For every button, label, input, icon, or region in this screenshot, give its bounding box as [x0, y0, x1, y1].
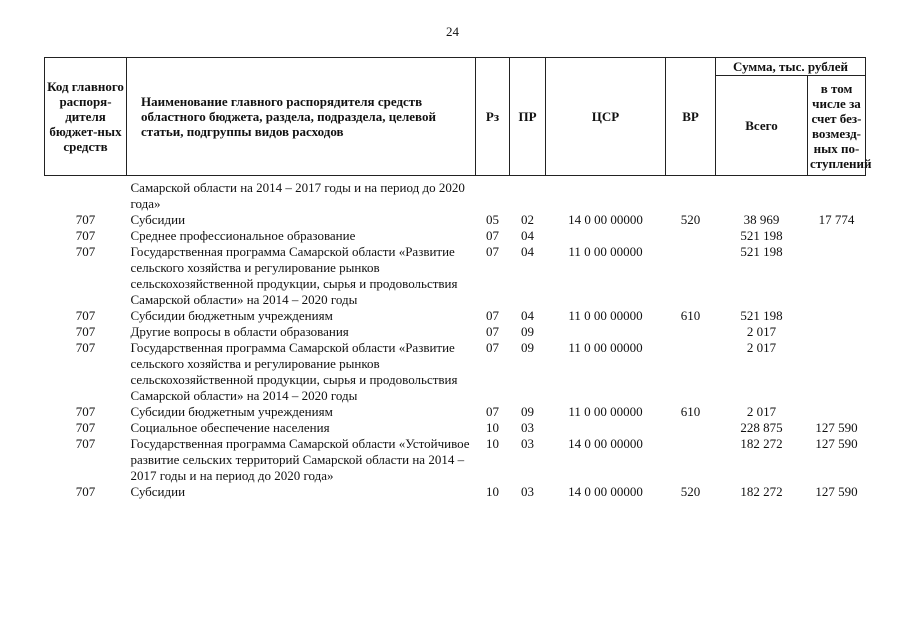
row-pr: 09 — [521, 340, 534, 355]
row-rz: 07 — [486, 228, 499, 243]
row-free — [808, 324, 866, 340]
row-name: Другие вопросы в области образования — [130, 324, 349, 339]
row-vr — [666, 324, 716, 340]
row-pr: 09 — [521, 404, 534, 419]
table-row — [45, 404, 866, 420]
row-code: 707 — [75, 212, 96, 227]
row-free — [808, 244, 866, 308]
budget-table — [44, 57, 872, 500]
row-csr — [546, 420, 666, 436]
row-rz: 07 — [486, 308, 499, 323]
header-sum: Сумма, тыс. рублей — [716, 58, 866, 76]
row-code: 707 — [75, 244, 96, 259]
row-pr: 09 — [521, 324, 534, 339]
row-rz: 10 — [486, 420, 499, 435]
row-pr: 03 — [521, 436, 534, 451]
row-total: 521 198 — [740, 244, 783, 259]
row-name: Среднее профессиональное образование — [130, 228, 356, 243]
row-vr — [666, 176, 716, 213]
row-total: 521 198 — [740, 308, 783, 323]
row-code: 707 — [75, 436, 96, 451]
table-row — [45, 244, 866, 308]
row-code: 707 — [75, 340, 96, 355]
row-vr: 610 — [680, 404, 701, 419]
row-rz: 07 — [486, 340, 499, 355]
row-total: 2 017 — [746, 340, 777, 355]
row-rz: 05 — [486, 212, 499, 227]
row-total: 228 875 — [740, 420, 783, 435]
row-csr: 11 0 00 00000 — [568, 244, 643, 259]
table-body — [45, 176, 866, 501]
table-row — [45, 420, 866, 436]
row-code: 707 — [75, 484, 96, 499]
row-code — [45, 176, 127, 213]
row-csr: 11 0 00 00000 — [568, 340, 643, 355]
row-rz: 07 — [486, 404, 499, 419]
row-total: 2 017 — [746, 404, 777, 419]
row-name: Субсидии — [130, 212, 186, 227]
row-free — [808, 340, 866, 404]
row-free: 127 590 — [815, 420, 858, 435]
row-pr: 03 — [521, 484, 534, 499]
row-pr: 02 — [521, 212, 534, 227]
row-name: Субсидии бюджетным учреждениям — [130, 404, 333, 419]
row-name: Государственная программа Самарской области «Развитие сельского хозяйства и регулирование рынков сельскохозяйственной продукции, сырья и продовольствия Самарской области» на 2014 – 2020 годы — [130, 340, 458, 403]
table-row — [45, 484, 866, 500]
row-free — [808, 176, 866, 213]
row-csr: 11 0 00 00000 — [568, 308, 643, 323]
row-pr: 03 — [521, 420, 534, 435]
header-name: Наименование главного распорядителя средств областного бюджета, раздела, подраздела, целевой статьи, подгруппы видов расходов — [127, 58, 476, 176]
row-free — [808, 228, 866, 244]
row-name: Государственная программа Самарской области «Устойчивое развитие сельских территорий Самарской области на 2014 – 2017 годы и на период до 2020 года» — [130, 436, 470, 483]
row-name: Самарской области на 2014 – 2017 годы и на период до 2020 года» — [130, 180, 465, 211]
row-code: 707 — [75, 404, 96, 419]
header-pr: ПР — [510, 58, 546, 176]
row-name: Субсидии бюджетным учреждениям — [130, 308, 333, 323]
row-free — [808, 404, 866, 420]
row-free: 17 774 — [818, 212, 855, 227]
header-csr: ЦСР — [546, 58, 666, 176]
row-vr: 610 — [680, 308, 701, 323]
row-csr: 14 0 00 00000 — [568, 436, 643, 451]
row-pr: 04 — [521, 228, 534, 243]
row-vr: 520 — [680, 212, 701, 227]
row-csr: 11 0 00 00000 — [568, 404, 643, 419]
row-pr: 04 — [521, 308, 534, 323]
row-total — [716, 176, 808, 213]
row-free — [808, 308, 866, 324]
row-total: 521 198 — [740, 228, 783, 243]
row-total: 38 969 — [743, 212, 780, 227]
row-name: Субсидии — [130, 484, 186, 499]
row-rz: 10 — [486, 484, 499, 499]
row-csr — [546, 228, 666, 244]
row-code: 707 — [75, 308, 96, 323]
table-row — [45, 324, 866, 340]
row-total: 182 272 — [740, 436, 783, 451]
table-row — [45, 308, 866, 324]
row-csr — [546, 176, 666, 213]
row-pr — [510, 176, 546, 213]
table-row — [45, 176, 866, 213]
row-vr — [666, 420, 716, 436]
header-total: Всего — [716, 76, 808, 176]
row-vr — [666, 340, 716, 404]
row-name: Социальное обеспечение населения — [130, 420, 330, 435]
row-rz: 07 — [486, 244, 499, 259]
header-rz: Рз — [476, 58, 510, 176]
row-total: 2 017 — [746, 324, 777, 339]
row-pr: 04 — [521, 244, 534, 259]
table-row — [45, 436, 866, 484]
table-row — [45, 340, 866, 404]
row-vr: 520 — [680, 484, 701, 499]
row-total: 182 272 — [740, 484, 783, 499]
table-row — [45, 228, 866, 244]
row-rz — [476, 176, 510, 213]
row-vr — [666, 228, 716, 244]
table-row — [45, 212, 866, 228]
row-vr — [666, 436, 716, 484]
header-vr: ВР — [666, 58, 716, 176]
row-csr: 14 0 00 00000 — [568, 212, 643, 227]
row-code: 707 — [75, 228, 96, 243]
row-free: 127 590 — [815, 436, 858, 451]
row-csr — [546, 324, 666, 340]
table-header — [45, 58, 872, 176]
row-name: Государственная программа Самарской области «Развитие сельского хозяйства и регулирование рынков сельскохозяйственной продукции, сырья и продовольствия Самарской области» на 2014 – 2020 годы — [130, 244, 458, 307]
row-vr — [666, 244, 716, 308]
header-code: Код главного распоря-дителя бюджет-ных средств — [45, 58, 127, 176]
row-rz: 07 — [486, 324, 499, 339]
page-number: 24 — [446, 24, 459, 39]
header-free: в том числе за счет без-возмезд-ных по-ступлений — [808, 76, 866, 176]
row-rz: 10 — [486, 436, 499, 451]
row-code: 707 — [75, 420, 96, 435]
row-free: 127 590 — [815, 484, 858, 499]
row-code: 707 — [75, 324, 96, 339]
row-csr: 14 0 00 00000 — [568, 484, 643, 499]
